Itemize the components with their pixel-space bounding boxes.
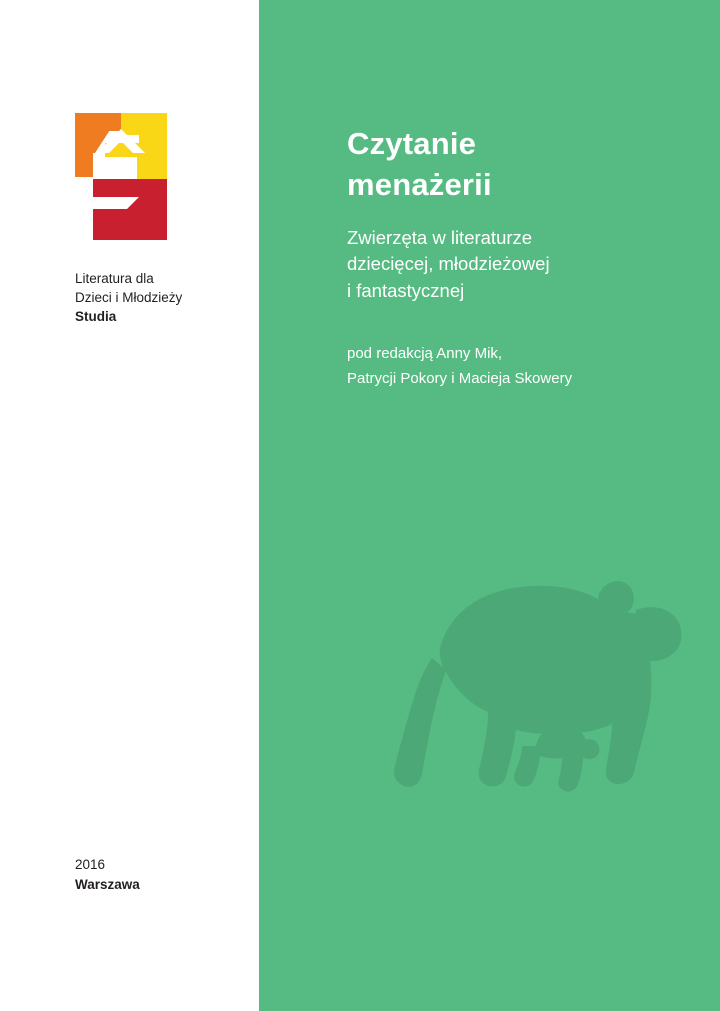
series-line-1: Literatura dla — [75, 271, 154, 286]
bear-illustration — [300, 558, 700, 823]
editors-line-1: pod redakcją Anny Mik, — [347, 345, 503, 362]
editors-line-2: Patrycji Pokory i Macieja Skowery — [347, 369, 573, 387]
literatura-dla-dzieci-logo-icon — [75, 113, 167, 240]
imprint-year: 2016 — [75, 857, 106, 872]
subtitle-line-2: dziecięcej, młodzieżowej — [347, 253, 550, 275]
page-title — [347, 123, 687, 205]
title-line-1: Czytanie — [347, 126, 477, 161]
subtitle-line-3: i fantastycznej — [347, 279, 465, 301]
subtitle-line-1: Zwierzęta w literaturze — [347, 227, 533, 248]
series-line-2: Dzieci i Młodzieży — [75, 290, 183, 306]
imprint-city: Warszawa — [75, 877, 140, 893]
title-line-2: menażerii — [347, 167, 492, 203]
left-white-column — [0, 0, 259, 1011]
series-title — [75, 269, 250, 326]
imprint — [75, 855, 245, 896]
editors-credit — [347, 342, 677, 392]
page-subtitle — [347, 225, 677, 304]
series-line-3: Studia — [75, 309, 117, 325]
publisher-logo — [75, 113, 167, 240]
bear-silhouette-icon — [300, 558, 700, 823]
